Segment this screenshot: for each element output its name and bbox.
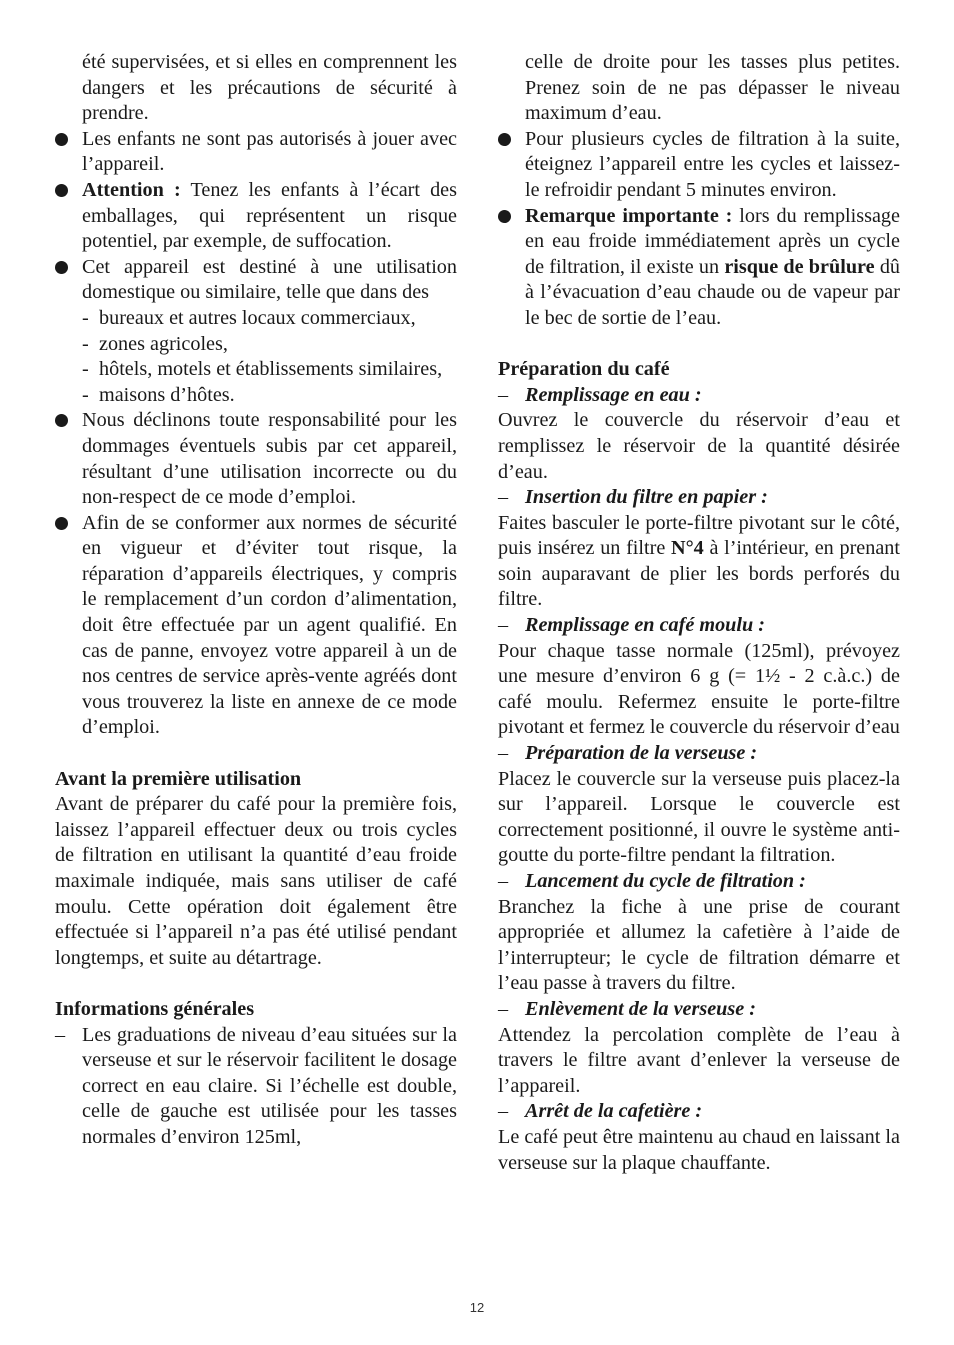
- step-title: – Lancement du cycle de filtration :: [498, 870, 806, 892]
- step-title: – Arrêt de la cafetière :: [498, 1100, 703, 1123]
- step-title: – Préparation de la verseuse :: [498, 742, 758, 765]
- step-text: Ouvrez le couvercle du réservoir d’eau et remplissez le réservoir de la quantité désirée d’eau.: [498, 409, 900, 483]
- bullet-item: Cet appareil est destiné à une utilisation domestique ou similaire, telle que dans des: [55, 255, 457, 306]
- bullet-dot-icon: [55, 184, 68, 197]
- step-text: Pour chaque tasse normale (125ml), prévoyez une mesure d’environ 6 g (= 1½ - 2 c.à.c.) de café moulu. Refermez ensuite le porte-filtre pivotant et fermez le couvercle du réservoir d’eau: [498, 639, 900, 739]
- step-text: Branchez la fiche à une prise de courant appropriée et allumez la cafetière à l’aide de l’interrupteur; le cycle de filtration démarre et l’eau passe à travers du filtre.: [498, 895, 900, 995]
- bullet-dot-icon: [55, 133, 68, 146]
- step-title: – Enlèvement de la verseuse :: [498, 997, 756, 1020]
- bullet-dot-icon: [498, 210, 511, 223]
- step-text: Faites basculer le porte-filtre pivotant sur le côté, puis insérez un filtre N°4 à l’intérieur, en prenant soin auparavant de plier les bords perforés du filtre.: [498, 511, 901, 611]
- section-heading: Préparation du café: [498, 358, 670, 381]
- paragraph: Avant de préparer du café pour la première fois, laissez l’appareil effectuer deux ou trois cycles de filtration en utilisant la quantité d’eau froide maximale indiquée, mais sans utiliser de café moulu. Cette opération doit également être effectuée si l’appareil n’a pas été utilisé pendant longtemps, et suite au détartrage.: [55, 793, 457, 969]
- left-column: [55, 50, 457, 1151]
- bullet-dot-icon: [55, 517, 68, 530]
- sub-list-item: - hôtels, motels et établissements similaires,: [82, 358, 443, 381]
- bullet-item: Nous déclinons toute responsabilité pour les dommages éventuels subis par cet appareil, résultant d’une utilisation incorrecte ou du non-respect de ce mode d’emploi.: [55, 408, 457, 510]
- bullet-item: Afin de se conformer aux normes de sécurité en vigueur et d’éviter tout risque, la réparation d’appareils électriques, y compris le remplacement d’un cordon d’alimentation, doit être effectuée par un agent qualifié. En cas de panne, envoyez votre appareil à un de nos centres de service après-vente agréés dont vous trouverez la liste en annexe de ce mode d’emploi.: [55, 511, 457, 741]
- step-text: Le café peut être maintenu au chaud en laissant la verseuse sur la plaque chauffante.: [498, 1125, 900, 1174]
- bullet-item: Remarque importante : lors du remplissage en eau froide immédiatement après un cycle de filtration, il existe un risque de brûlure dû à l’évacuation d’eau chaude ou de vapeur par le bec de sortie de l’eau.: [498, 204, 900, 332]
- right-column: [498, 50, 900, 1176]
- bullet-dot-icon: [55, 414, 68, 427]
- step-text: Placez le couvercle sur la verseuse puis placez-la sur l’appareil. Lorsque le couvercle est correctement positionné, il ouvre le système anti-goutte du porte-filtre pendant la filtration.: [498, 767, 900, 867]
- step-title: – Remplissage en café moulu :: [498, 614, 765, 637]
- sub-list-item: - maisons d’hôtes.: [82, 383, 235, 406]
- continued-text: été supervisées, et si elles en comprennent les dangers et les précautions de sécurité à prendre.: [82, 51, 457, 125]
- bullet-item: Pour plusieurs cycles de filtration à la suite, éteignez l’appareil entre les cycles et laissez-le refroidir pendant 5 minutes environ.: [498, 127, 900, 204]
- section-heading: Avant la première utilisation: [55, 767, 302, 790]
- step-text: Attendez la percolation complète de l’eau à travers le filtre avant d’enlever la verseuse de l’appareil.: [498, 1023, 900, 1097]
- bullet-item: Les enfants ne sont pas autorisés à jouer avec l’appareil.: [55, 127, 457, 178]
- sub-list-item: - bureaux et autres locaux commerciaux,: [82, 306, 416, 329]
- bullet-item: Attention : Tenez les enfants à l’écart des emballages, qui représentent un risque potentiel, par exemple, de suffocation.: [55, 178, 457, 255]
- step-title: – Remplissage en eau :: [498, 383, 702, 406]
- bullet-dot-icon: [55, 261, 68, 274]
- bullet-dot-icon: [498, 133, 511, 146]
- continued-text: celle de droite pour les tasses plus petites. Prenez soin de ne pas dépasser le niveau maximum d’eau.: [525, 51, 900, 125]
- dash-item: – Les graduations de niveau d’eau situées sur la verseuse et sur le réservoir facilitent le dosage correct en eau claire. Si l’échelle est double, celle de gauche est utilisée pour les tasses normales d’environ 125ml,: [55, 1023, 457, 1148]
- section-heading: Informations générales: [55, 997, 255, 1020]
- page-number: 12: [469, 1300, 485, 1315]
- sub-list-item: - zones agricoles,: [82, 332, 228, 355]
- step-title: – Insertion du filtre en papier :: [498, 486, 768, 509]
